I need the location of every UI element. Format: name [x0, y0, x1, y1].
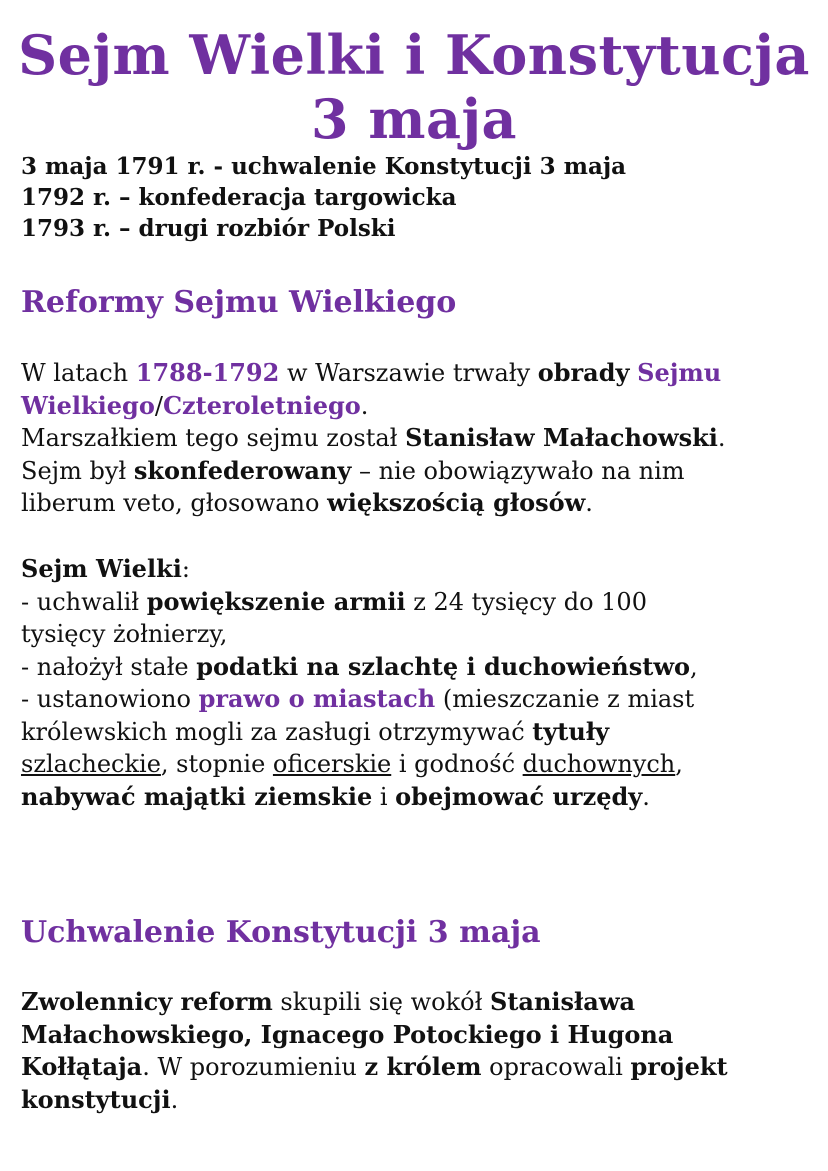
- highlight-term: prawo o miastach: [198, 684, 436, 713]
- text-line: [21, 683, 811, 716]
- text-run: liberum veto, głosowano: [21, 489, 328, 517]
- text-run: /: [154, 391, 163, 420]
- text-run: i godność: [391, 750, 523, 778]
- bold-term: Zwolennicy reform: [21, 987, 273, 1016]
- bold-term: tytuły: [532, 716, 610, 746]
- text-run: w Warszawie trwały: [279, 359, 538, 387]
- text-run: :: [181, 555, 190, 583]
- text-line: [21, 390, 811, 423]
- text-run: .: [717, 424, 726, 452]
- text-run: .: [585, 489, 593, 517]
- page-title-line-1: Sejm Wielki i Konstytucja: [18, 23, 810, 87]
- bold-term: Kołłątaja: [21, 1052, 143, 1081]
- bold-term: Stanisława: [489, 987, 636, 1016]
- text-run: .: [642, 782, 650, 811]
- text-run: W latach: [21, 359, 136, 387]
- text-run: - nałożył stałe: [21, 652, 197, 681]
- text-run: – nie obowiązywało na nim: [351, 456, 685, 485]
- text-line: [21, 487, 811, 520]
- text-line: [21, 716, 811, 749]
- key-date-1791: 3 maja 1791 r. - uchwalenie Konstytucji 3 maja: [21, 153, 627, 180]
- text-run: (mieszczanie z miast: [435, 685, 695, 713]
- bold-term: konstytucji: [21, 1084, 171, 1114]
- bold-term: powiększenie armii: [146, 586, 406, 616]
- text-line: [21, 357, 811, 390]
- text-run: - uchwalił: [21, 587, 147, 616]
- text-run: , stopnie: [160, 750, 273, 778]
- text-run: Marszałkiem tego sejmu został: [21, 424, 406, 452]
- text-line: [21, 553, 811, 586]
- text-line: [21, 455, 811, 488]
- underlined-term: szlacheckie: [21, 750, 161, 778]
- underlined-term: oficerskie: [272, 750, 392, 778]
- text-line: [21, 586, 811, 619]
- text-line: [21, 1084, 811, 1117]
- text-line: [21, 986, 811, 1019]
- text-run: .: [170, 1085, 179, 1114]
- highlight-term: Sejmu: [637, 358, 722, 387]
- text-run: - ustanowiono: [21, 685, 199, 713]
- text-run: .: [360, 391, 369, 420]
- page-title-line-2: 3 maja: [310, 87, 518, 151]
- text-line: Małachowskiego, Ignacego Potockiego i Hugona: [21, 1019, 674, 1049]
- highlight-term: Czteroletniego: [162, 390, 361, 420]
- section-heading-reformy: Reformy Sejmu Wielkiego: [21, 285, 457, 320]
- highlight-years: 1788-1792: [135, 358, 280, 387]
- text-run: i: [372, 782, 396, 811]
- key-date-1792: 1792 r. – konfederacja targowicka: [21, 184, 457, 211]
- text-run: z 24 tysięcy do 100: [405, 587, 647, 616]
- bold-term: Sejm Wielki: [21, 554, 182, 583]
- bold-term: obrady: [537, 358, 630, 387]
- bold-term: nabywać majątki ziemskie: [21, 781, 373, 811]
- text-run: . W porozumieniu: [142, 1053, 365, 1081]
- bold-term: większością głosów: [327, 488, 586, 517]
- paragraph-sejm-intro: [21, 357, 811, 520]
- bold-term: podatki na szlachtę i duchowieństwo: [196, 651, 691, 681]
- text-line: tysięcy żołnierzy,: [21, 620, 228, 648]
- text-line: [21, 781, 811, 814]
- bold-term: skonfederowany: [133, 455, 352, 485]
- key-dates-list: [21, 151, 626, 244]
- text-line: [21, 651, 811, 684]
- text-line: [21, 1051, 811, 1084]
- key-date-1793: 1793 r. – drugi rozbiór Polski: [21, 215, 396, 242]
- underlined-term: duchownych: [522, 750, 676, 778]
- bold-term: projekt: [630, 1052, 728, 1081]
- text-run: skupili się wokół: [272, 988, 490, 1016]
- bold-term: z królem: [364, 1052, 482, 1081]
- section-heading-uchwalenie: Uchwalenie Konstytucji 3 maja: [21, 915, 541, 950]
- text-run: królewskich mogli za zasługi otrzymywać: [21, 717, 533, 746]
- text-run: ,: [675, 750, 683, 778]
- text-line: [21, 422, 811, 455]
- paragraph-sejm-reforms: [21, 553, 811, 813]
- text-run: ,: [690, 652, 698, 681]
- text-run: opracowali: [481, 1053, 631, 1081]
- text-run: Sejm był: [21, 456, 134, 485]
- bold-term: obejmować urzędy: [395, 781, 643, 811]
- bold-term: Stanisław Małachowski: [405, 423, 718, 452]
- paragraph-konstytucja: [21, 986, 811, 1116]
- highlight-term: Wielkiego: [21, 390, 155, 420]
- text-run: [629, 359, 637, 387]
- text-line: [21, 748, 811, 781]
